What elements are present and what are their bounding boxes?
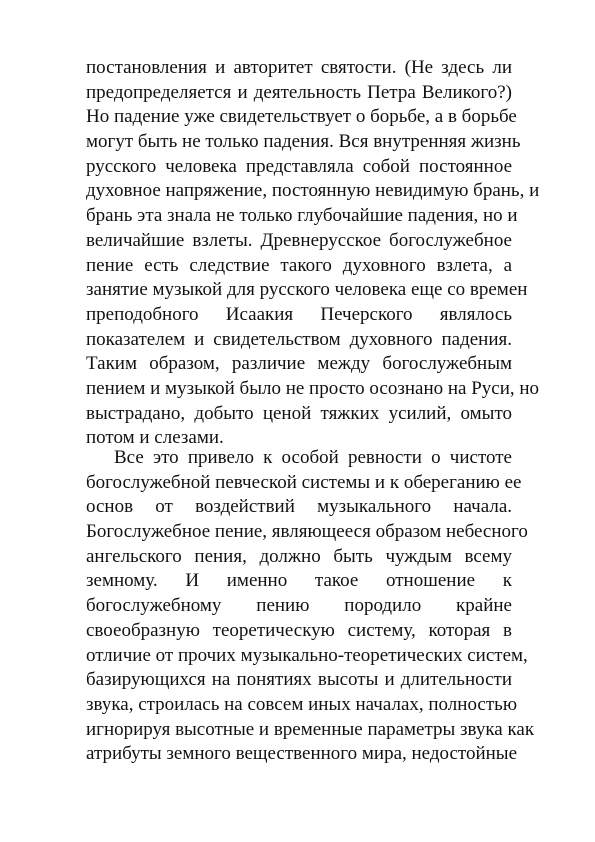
text-line: ангельского пения, должно быть чуждым всему [86,545,512,567]
paragraph-1 [86,56,540,451]
text-line: могут быть не только падения. Вся внутренняя жизнь [86,131,521,153]
text-line: основ от воздействий музыкального начала. [86,496,512,518]
text-line: выстрадано, добыто ценой тяжких усилий, омыто [86,402,512,424]
text-line: русского человека представляла собой постоянное [86,155,512,177]
text-line: земному. И именно такое отношение к [86,570,512,592]
text-line: базирующихся на понятиях высоты и длительности [86,669,512,691]
text-line: пение есть следствие такого духовного взлета, а [86,254,512,276]
text-line: предопределяется и деятельность Петра Великого?) [86,81,512,103]
text-line: Богослужебное пение, являющееся образом небесного [86,521,528,543]
text-line: отличие от прочих музыкально-теоретических систем, [86,644,528,666]
text-line: потом и слезами. [86,427,224,449]
text-line: постановления и авторитет святости. (Не здесь ли [86,57,512,78]
text-line: Но падение уже свидетельствует о борьбе, а в борьбе [86,106,517,128]
text-line: занятие музыкой для русского человека еще со времен [86,279,528,301]
text-line: звука, строилась на совсем иных началах, полностью [86,693,518,715]
text-line: Таким образом, различие между богослужебным [86,353,512,375]
text-line: богослужебной певческой системы и к обереганию ее [86,471,522,493]
text-line: атрибуты земного вещественного мира, недостойные [86,743,518,765]
text-line: духовное напряжение, постоянную невидимую брань, и [86,180,540,202]
text-line: показателем и свидетельством духовного падения. [86,328,512,350]
text-line: своеобразную теоретическую систему, которая в [86,619,512,641]
text-line: пением и музыкой было не просто осознано на Руси, но [86,377,540,399]
text-line: богослужебному пению породило крайне [86,595,512,617]
text-line: игнорируя высотные и временные параметры звука как [86,718,535,740]
text-line: преподобного Исаакия Печерского являлось [86,303,512,325]
text-line: величайшие взлеты. Древнерусское богослужебное [86,229,512,251]
text-line: брань эта знала не только глубочайшие падения, но и [86,205,518,227]
paragraph-2 [86,446,535,767]
text-line: Все это привело к особой ревности о чистоте [114,447,512,468]
